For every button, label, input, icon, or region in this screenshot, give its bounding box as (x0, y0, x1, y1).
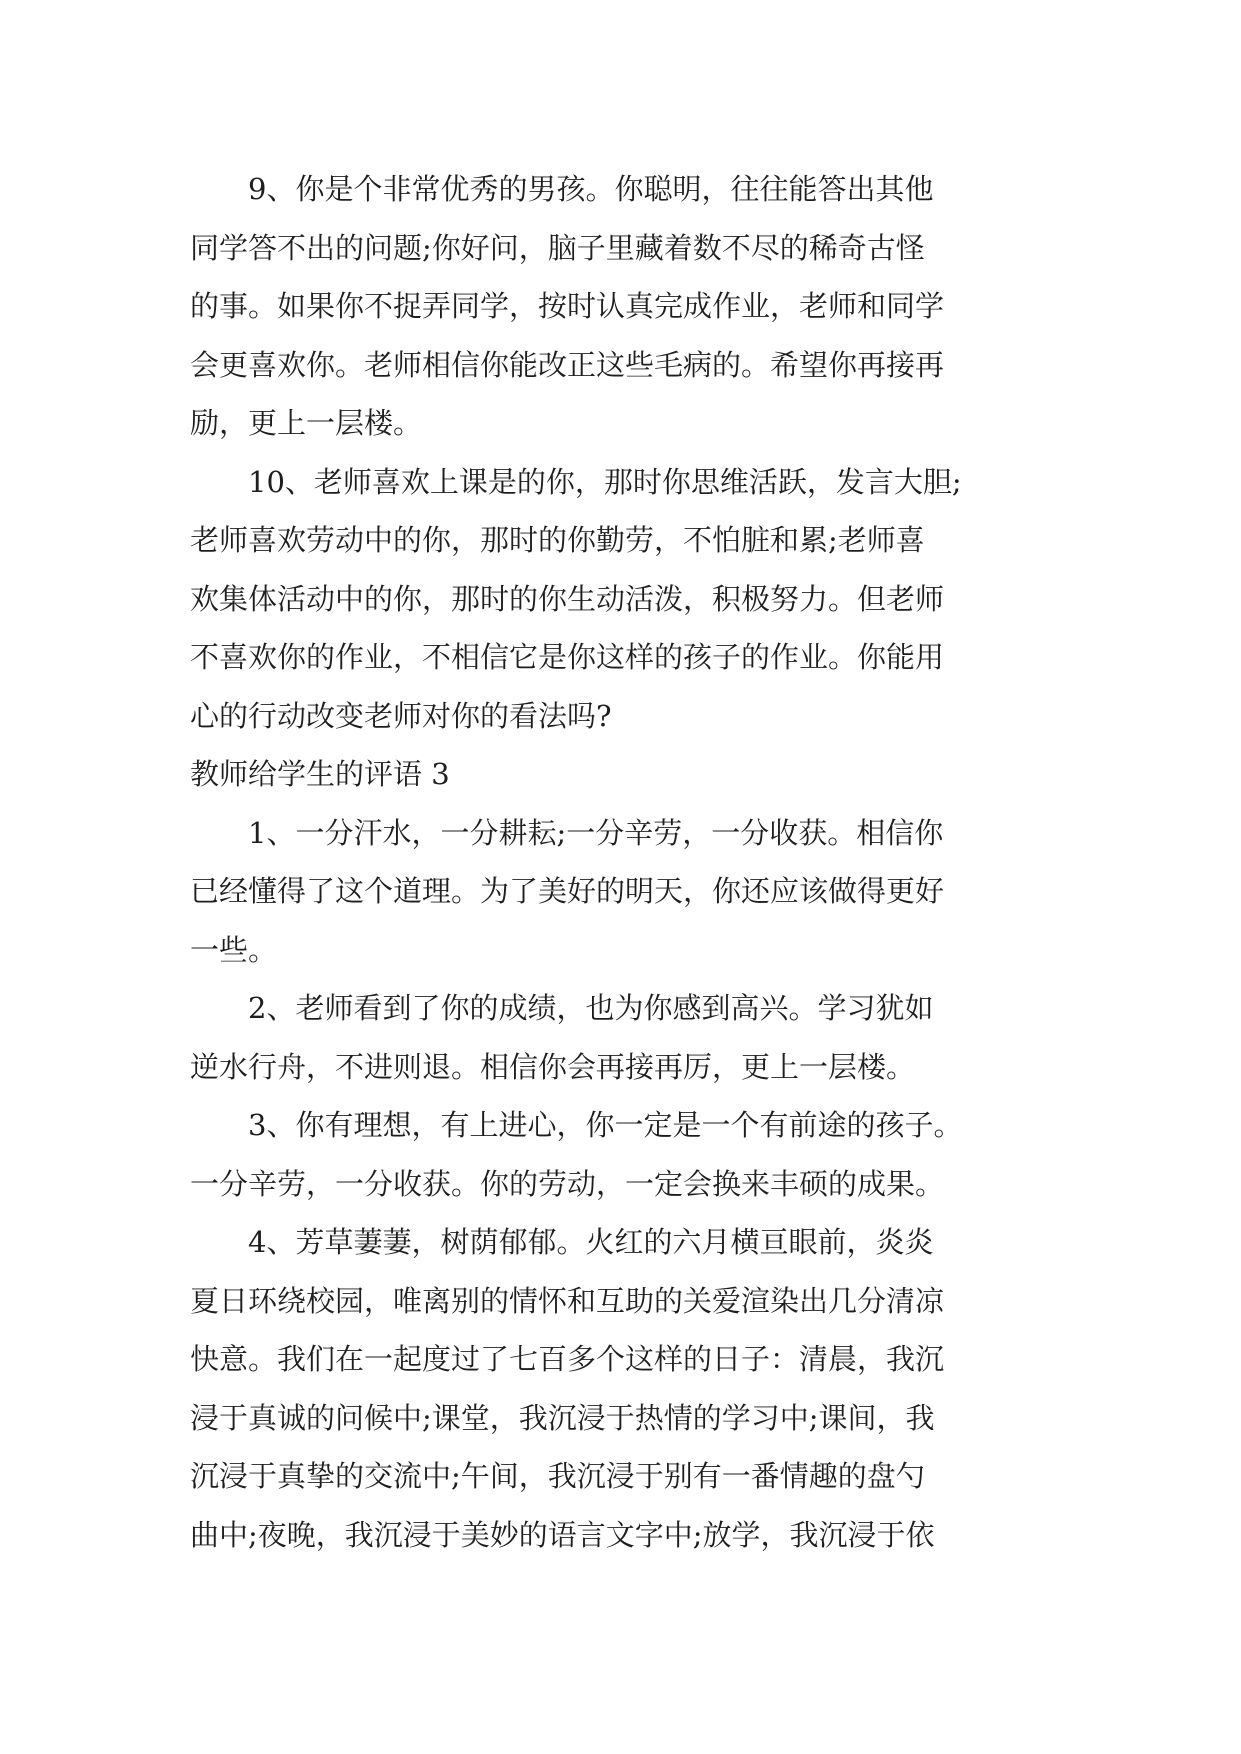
paragraph-9 (190, 160, 1070, 453)
paragraph-3 (190, 1096, 1070, 1213)
text-line: 同学答不出的问题;你好问，脑子里藏着数不尽的稀奇古怪 (190, 230, 925, 265)
paragraph-4 (190, 1213, 1070, 1564)
text-line: 会更喜欢你。老师相信你能改正这些毛病的。希望你再接再 (190, 347, 945, 382)
text-line: 一分辛劳，一分收获。你的劳动，一定会换来丰硕的成果。 (190, 1166, 945, 1201)
paragraph-2 (190, 979, 1070, 1096)
text-line: 浸于真诚的问候中;课堂，我沉浸于热情的学习中;课间，我 (190, 1400, 935, 1435)
text-line: 沉浸于真挚的交流中;午间，我沉浸于别有一番情趣的盘勺 (190, 1459, 925, 1493)
text-line: 4、芳草萋萋，树荫郁郁。火红的六月横亘眼前，炎炎 (248, 1225, 934, 1259)
text-line: 一些。 (190, 932, 278, 967)
paragraph-1 (190, 804, 1070, 980)
text-line: 欢集体活动中的你，那时的你生动活泼，积极努力。但老师 (190, 581, 945, 616)
text-line: 不喜欢你的作业，不相信它是你这样的孩子的作业。你能用 (190, 640, 945, 674)
text-line: 2、老师看到了你的成绩，也为你感到高兴。学习犹如 (248, 991, 934, 1025)
paragraph-10 (190, 453, 1070, 746)
text-line: 励，更上一层楼。 (190, 406, 423, 440)
text-line: 夏日环绕校园，唯离别的情怀和互助的关爱渲染出几分清凉 (190, 1283, 945, 1318)
text-line: 心的行动改变老师对你的看法吗? (190, 698, 612, 733)
text-line: 老师喜欢劳动中的你，那时的你勤劳，不怕脏和累;老师喜 (190, 523, 925, 557)
text-line: 9、你是个非常优秀的男孩。你聪明，往往能答出其他 (248, 172, 934, 206)
section-heading: 教师给学生的评语 3 (190, 757, 450, 791)
text-line: 3、你有理想，有上进心，你一定是一个有前途的孩子。 (248, 1108, 963, 1142)
text-line: 快意。我们在一起度过了七百多个这样的日子：清晨，我沉 (190, 1342, 945, 1376)
text-line: 已经懂得了这个道理。为了美好的明天，你还应该做得更好 (190, 874, 945, 908)
text-line: 的事。如果你不捉弄同学，按时认真完成作业，老师和同学 (190, 289, 945, 323)
text-line: 1、一分汗水，一分耕耘;一分辛劳，一分收获。相信你 (248, 815, 944, 850)
text-line: 逆水行舟，不进则退。相信你会再接再厉，更上一层楼。 (190, 1049, 916, 1084)
text-line: 10、老师喜欢上课是的你，那时你思维活跃，发言大胆; (248, 464, 962, 499)
text-line: 曲中;夜晚，我沉浸于美妙的语言文字中;放学，我沉浸于依 (190, 1517, 935, 1552)
document-body (190, 160, 1070, 1564)
